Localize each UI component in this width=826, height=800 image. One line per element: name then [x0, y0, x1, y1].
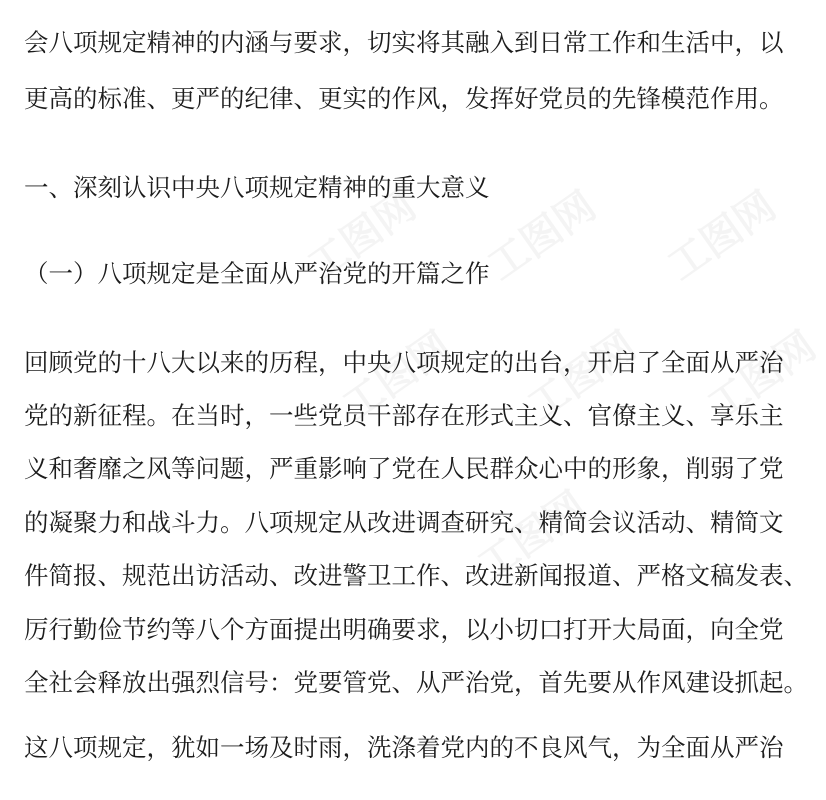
body-line-1: 回 顾 党 的 十 八 大 以 来 的 历 程 ， 中 央 八 项 规 定 的 出 台 ， 开 启 了 全 面 从 严 治	[24, 348, 784, 377]
watermark-3	[655, 176, 786, 292]
body-line-3: 义 和 奢 靡 之 风 等 问 题 ， 严 重 影 响 了 党 在 人 民 群 众 心 中 的 形 象 ， 削 弱 了 党	[24, 454, 784, 483]
body-line-4: 的 凝 聚 力 和 战 斗 力 。 八 项 规 定 从 改 进 调 查 研 究 、 精 简 会 议 活 动 、 精 简 文	[24, 508, 784, 537]
section-heading: 一、深刻认识中央八项规定精神的重大意义	[24, 173, 490, 202]
body-line-7: 全 社 会 释 放 出 强 烈 信 号 ： 党 要 管 党 、 从 严 治 党 ， 首 先 要 从 作 风 建 设 抓 起 。	[24, 668, 808, 697]
body-line-6: 厉 行 勤 俭 节 约 等 八 个 方 面 提 出 明 确 要 求 ， 以 小 切 口 打 开 大 局 面 ， 向 全 党	[24, 615, 784, 644]
intro-line-1: 会 八 项 规 定 精 神 的 内 涵 与 要 求 ， 切 实 将 其 融 入 到 日 常 工 作 和 生 活 中 ， 以	[24, 28, 784, 57]
subsection-heading: （一）八项规定是全面从严治党的开篇之作	[24, 259, 490, 288]
body-line-5: 件 简 报 、 规 范 出 访 活 动 、 改 进 警 卫 工 作 、 改 进 新 闻 报 道 、 严 格 文 稿 发 表 、	[24, 561, 808, 590]
watermark-2	[475, 176, 606, 292]
body-line-2: 党 的 新 征 程 。 在 当 时 ， 一 些 党 员 干 部 存 在 形 式 主 义 、 官 僚 主 义 、 享 乐 主	[24, 401, 784, 430]
intro-line-2: 更 高 的 标 准 、 更 严 的 纪 律 、 更 实 的 作 风 ， 发 挥 好 党 员 的 先 锋 模 范 作 用 。	[24, 84, 784, 113]
body-line-8: 这 八 项 规 定 ， 犹 如 一 场 及 时 雨 ， 洗 涤 着 党 内 的 不 良 风 气 ， 为 全 面 从 严 治	[24, 733, 784, 762]
